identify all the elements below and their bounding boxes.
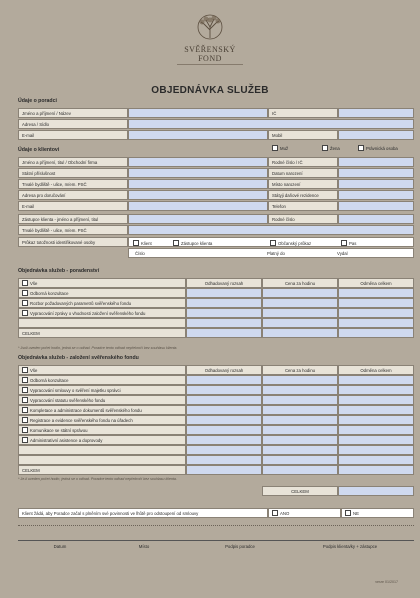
klient-label-left: Adresa pro doručování <box>18 190 128 200</box>
service-checkbox[interactable] <box>22 417 28 423</box>
poradce-row-name <box>18 108 414 118</box>
zastupce-checkbox[interactable] <box>173 240 179 246</box>
table-row <box>18 405 414 415</box>
klient-zena-option[interactable] <box>322 145 340 151</box>
klient-label-right: Telefon <box>268 201 338 211</box>
poradce-ic-label: IČ <box>268 108 338 118</box>
rozsah-field[interactable] <box>186 435 262 445</box>
ano-label: ANO <box>280 510 290 516</box>
total-field[interactable] <box>338 328 414 338</box>
ne-label: NE <box>353 510 359 516</box>
klient-row-1 <box>18 168 414 178</box>
prukaz-obcansky-option[interactable] <box>270 240 311 246</box>
odmena-field[interactable] <box>338 415 414 425</box>
poradce-address-field[interactable] <box>128 119 414 129</box>
section-heading-poradenstvi: Objednávka služeb - poradenství <box>18 268 100 274</box>
all-checkbox[interactable] <box>22 280 28 286</box>
table-row <box>18 425 414 435</box>
all-checkbox[interactable] <box>22 367 28 373</box>
signature-line <box>18 540 414 541</box>
service-checkbox[interactable] <box>22 397 28 403</box>
all-label: Vše <box>30 280 38 286</box>
odmena-field[interactable] <box>338 395 414 405</box>
klient-field-right[interactable] <box>338 157 414 167</box>
page-title: OBJEDNÁVKA SLUŽEB <box>151 85 269 96</box>
rozsah-field[interactable] <box>186 375 262 385</box>
tree-logo-icon <box>193 14 227 44</box>
poradce-address-label: Adresa / Sídlo <box>18 119 128 129</box>
odmena-field[interactable] <box>338 425 414 435</box>
klient-field-right[interactable] <box>338 168 414 178</box>
table-header-row <box>18 365 414 375</box>
odmena-field[interactable] <box>338 308 414 318</box>
klient-muz-option[interactable] <box>272 145 288 151</box>
cena-field[interactable] <box>262 375 338 385</box>
zastupce-address-field[interactable] <box>128 225 414 235</box>
rozsah-field[interactable] <box>186 395 262 405</box>
klient-field-left[interactable] <box>128 157 268 167</box>
prukaz-options <box>128 237 414 247</box>
klient-row-2 <box>18 179 414 189</box>
cena-field[interactable] <box>262 308 338 318</box>
klient-field-left[interactable] <box>128 201 268 211</box>
klient-label-left: Jméno a příjmení, titul / Obchodní firma <box>18 157 128 167</box>
prukaz-zastupce-option[interactable] <box>173 240 212 246</box>
zadost-text: Klient žádá, aby Poradce začal s plněním své povinnosti ve lhůtě pro odstoupení od smlouvy <box>18 508 268 518</box>
table-total-row <box>18 328 414 338</box>
prukaz-label: Průkaz totožnosti identifikované osoby <box>18 237 128 247</box>
service-checkbox[interactable] <box>22 300 28 306</box>
all-label: Vše <box>30 367 38 373</box>
table-row <box>18 455 414 465</box>
cena-field[interactable] <box>262 415 338 425</box>
misto-label: Místo <box>138 544 150 549</box>
cena-field[interactable] <box>262 385 338 395</box>
poradenstvi-note: * Jsoli uveden počet hodin, jedná se o odhad. Poradce tento odhad nepřekročí bez souhlasu klienta. <box>18 346 178 350</box>
prukaz-pas-option[interactable] <box>341 240 356 246</box>
klient-label-left: Státní příslušnost <box>18 168 128 178</box>
service-label: Odborná konzultace <box>30 290 69 296</box>
service-label: Vypracování zprávy o vhodnosti založení svěřenského fondu <box>30 310 146 316</box>
klient-row-3 <box>18 190 414 200</box>
service-cell[interactable] <box>18 308 186 318</box>
section-heading-klient: Údaje o klientovi <box>18 147 60 153</box>
klient-field-left[interactable] <box>128 179 268 189</box>
poradce-row-address <box>18 119 414 129</box>
column-header: Odhadovaný rozsah <box>186 365 262 375</box>
obcansky-checkbox[interactable] <box>270 240 276 246</box>
column-header: Odhadovaný rozsah <box>186 278 262 288</box>
poradce-email-field[interactable] <box>128 130 268 140</box>
version-label: verze 01/2017 <box>375 580 398 584</box>
prukaz-row <box>18 237 414 247</box>
table-row <box>18 288 414 298</box>
zalozeni-note: * Je-li uveden počet hodin, jedná se o odhad. Poradce tento odhad nepřekročí bez souhlasu klienta. <box>18 477 177 481</box>
poradce-name-label: Jméno a příjmení / Název <box>18 108 128 118</box>
table-row <box>18 298 414 308</box>
zastupce-option-label: Zástupce klienta <box>181 240 213 246</box>
rozsah-field[interactable] <box>186 425 262 435</box>
cena-field[interactable] <box>262 288 338 298</box>
service-cell[interactable] <box>18 298 186 308</box>
logo <box>175 14 245 66</box>
obcansky-option-label: Občanský průkaz <box>278 240 312 246</box>
grand-total-label: CELKEM <box>262 486 338 496</box>
service-checkbox[interactable] <box>22 427 28 433</box>
service-label: Vypracování statutu svěřenského fondu <box>30 397 106 403</box>
service-cell[interactable] <box>18 435 186 445</box>
klient-pravnicka-option[interactable] <box>358 145 398 151</box>
muz-checkbox[interactable] <box>272 145 278 151</box>
service-label: Administrativní asistence a doprovody <box>30 437 103 443</box>
zastupce-row-name <box>18 214 414 224</box>
poradenstvi-table <box>18 278 414 338</box>
cena-field[interactable] <box>262 435 338 445</box>
table-row <box>18 375 414 385</box>
klient-option-label: Klient <box>141 240 152 246</box>
poradce-mobil-field[interactable] <box>338 130 414 140</box>
table-header-row <box>18 278 414 288</box>
service-checkbox[interactable] <box>22 387 28 393</box>
zastupce-name-label: Zástupce klienta - jméno a příjmení, titul <box>18 214 128 224</box>
klient-field-right[interactable] <box>338 201 414 211</box>
grand-total-row <box>262 486 414 496</box>
muz-label: Muž <box>280 145 289 151</box>
column-header: Odměna celkem <box>338 278 414 288</box>
klient-label-right: Místo narození <box>268 179 338 189</box>
service-checkbox[interactable] <box>22 407 28 413</box>
service-label: Vypracování smlouvy o svěření majetku správci <box>30 387 121 393</box>
logo-underline-icon <box>175 63 245 66</box>
cena-field[interactable] <box>262 425 338 435</box>
pravnicka-label: Právnická osoba <box>366 145 398 151</box>
service-cell[interactable] <box>18 415 186 425</box>
column-header: Cena za hodinu <box>262 365 338 375</box>
pravnicka-checkbox[interactable] <box>358 145 364 151</box>
table-total-row <box>18 465 414 475</box>
prukaz-klient-option[interactable] <box>133 240 152 246</box>
zena-label: Žena <box>330 145 340 151</box>
podpis-poradce-label: Podpis poradce <box>225 544 255 549</box>
table-row <box>18 308 414 318</box>
service-cell[interactable] <box>18 288 186 298</box>
service-checkbox[interactable] <box>22 290 28 296</box>
ano-checkbox[interactable] <box>272 510 278 516</box>
table-row <box>18 445 414 455</box>
odmena-field[interactable] <box>338 385 414 395</box>
klient-label-right: Rodné číslo / IČ <box>268 157 338 167</box>
odmena-field[interactable] <box>338 435 414 445</box>
klient-field-right[interactable] <box>338 179 414 189</box>
zastupce-row-address <box>18 225 414 235</box>
rozsah-field[interactable] <box>186 405 262 415</box>
column-header: Cena za hodinu <box>262 278 338 288</box>
klient-label-right: Státyji daňové rezidence <box>268 190 338 200</box>
cena-field[interactable] <box>262 298 338 308</box>
poradce-email-label: E-mail <box>18 130 128 140</box>
poradce-name-field[interactable] <box>128 108 268 118</box>
service-cell[interactable] <box>18 385 186 395</box>
zastupce-rc-field[interactable] <box>338 214 414 224</box>
column-header: Odměna celkem <box>338 365 414 375</box>
rozsah-field[interactable] <box>186 298 262 308</box>
rozsah-field[interactable] <box>186 415 262 425</box>
table-row <box>18 318 414 328</box>
klient-field-left[interactable] <box>128 190 268 200</box>
ne-checkbox[interactable] <box>345 510 351 516</box>
table-row <box>18 395 414 405</box>
cislo-label: Číslo <box>135 250 145 256</box>
zadost-ne-option[interactable] <box>341 508 414 518</box>
poradce-row-email <box>18 130 414 140</box>
klient-label-left: Trvalé bydliště - ulice, m/em. PSČ <box>18 179 128 189</box>
zastupce-rc-label: Rodné číslo <box>268 214 338 224</box>
rozsah-field[interactable] <box>186 308 262 318</box>
zastupce-name-field[interactable] <box>128 214 268 224</box>
service-label: Rozbor požadovaných parametrů svěřenského fondu <box>30 300 132 306</box>
service-label: Kompletace a administrace dokumentů svěřenského fondu <box>30 407 142 413</box>
grand-total-field[interactable] <box>338 486 414 496</box>
service-cell[interactable] <box>18 375 186 385</box>
klient-field-right[interactable] <box>338 190 414 200</box>
odmena-field[interactable] <box>338 405 414 415</box>
klient-checkbox[interactable] <box>133 240 139 246</box>
service-checkbox[interactable] <box>22 310 28 316</box>
total-field[interactable] <box>338 465 414 475</box>
datum-label: Datum <box>53 544 67 549</box>
rozsah-field[interactable] <box>186 385 262 395</box>
all-cell[interactable] <box>18 365 186 375</box>
zena-checkbox[interactable] <box>322 145 328 151</box>
service-cell[interactable] <box>18 405 186 415</box>
table-row <box>18 385 414 395</box>
section-heading-poradce: Údaje o poradci <box>18 98 57 104</box>
vydal-label: Vydal <box>337 250 348 256</box>
klient-field-left[interactable] <box>128 168 268 178</box>
doklad-row <box>18 248 414 258</box>
zadost-ano-option[interactable] <box>268 508 341 518</box>
klient-row-0 <box>18 157 414 167</box>
cena-field[interactable] <box>262 395 338 405</box>
doklad-fields <box>128 248 414 258</box>
section-heading-zalozeni: Objednávka služeb - založení svěřenského fondu <box>18 355 139 361</box>
all-cell[interactable] <box>18 278 186 288</box>
zadost-row <box>18 508 414 518</box>
total-label: CELKEM <box>18 465 186 475</box>
poradce-ic-field[interactable] <box>338 108 414 118</box>
poradce-mobil-label: Mobil <box>268 130 338 140</box>
zalozeni-table <box>18 365 414 475</box>
rozsah-field[interactable] <box>186 288 262 298</box>
platny-do-label: Platný do <box>267 250 285 256</box>
service-label: Registrace a evidence svěřenského fondu na úřadech <box>30 417 133 423</box>
klient-label-left: E-mail <box>18 201 128 211</box>
odmena-field[interactable] <box>338 288 414 298</box>
service-cell[interactable] <box>18 425 186 435</box>
total-label: CELKEM <box>18 328 186 338</box>
service-checkbox[interactable] <box>22 377 28 383</box>
cena-field[interactable] <box>262 405 338 415</box>
odmena-field[interactable] <box>338 298 414 308</box>
logo-text: SVĚŘENSKÝ FOND <box>184 45 236 63</box>
table-row <box>18 435 414 445</box>
table-row <box>18 415 414 425</box>
klient-row-4 <box>18 201 414 211</box>
pas-checkbox[interactable] <box>341 240 347 246</box>
pas-option-label: Pas <box>349 240 357 246</box>
zastupce-address-label: Trvalé bydliště - ulice, m/em. PSČ <box>18 225 128 235</box>
podpis-klienta-label: Podpis klienta/ky + zástupce <box>322 544 378 549</box>
signature-guide-line <box>18 525 414 526</box>
service-checkbox[interactable] <box>22 437 28 443</box>
odmena-field[interactable] <box>338 375 414 385</box>
klient-label-right: Datum narození <box>268 168 338 178</box>
service-label: Komunikace se státní správou <box>30 427 88 433</box>
service-label: Odborná konzultace <box>30 377 69 383</box>
service-cell[interactable] <box>18 395 186 405</box>
